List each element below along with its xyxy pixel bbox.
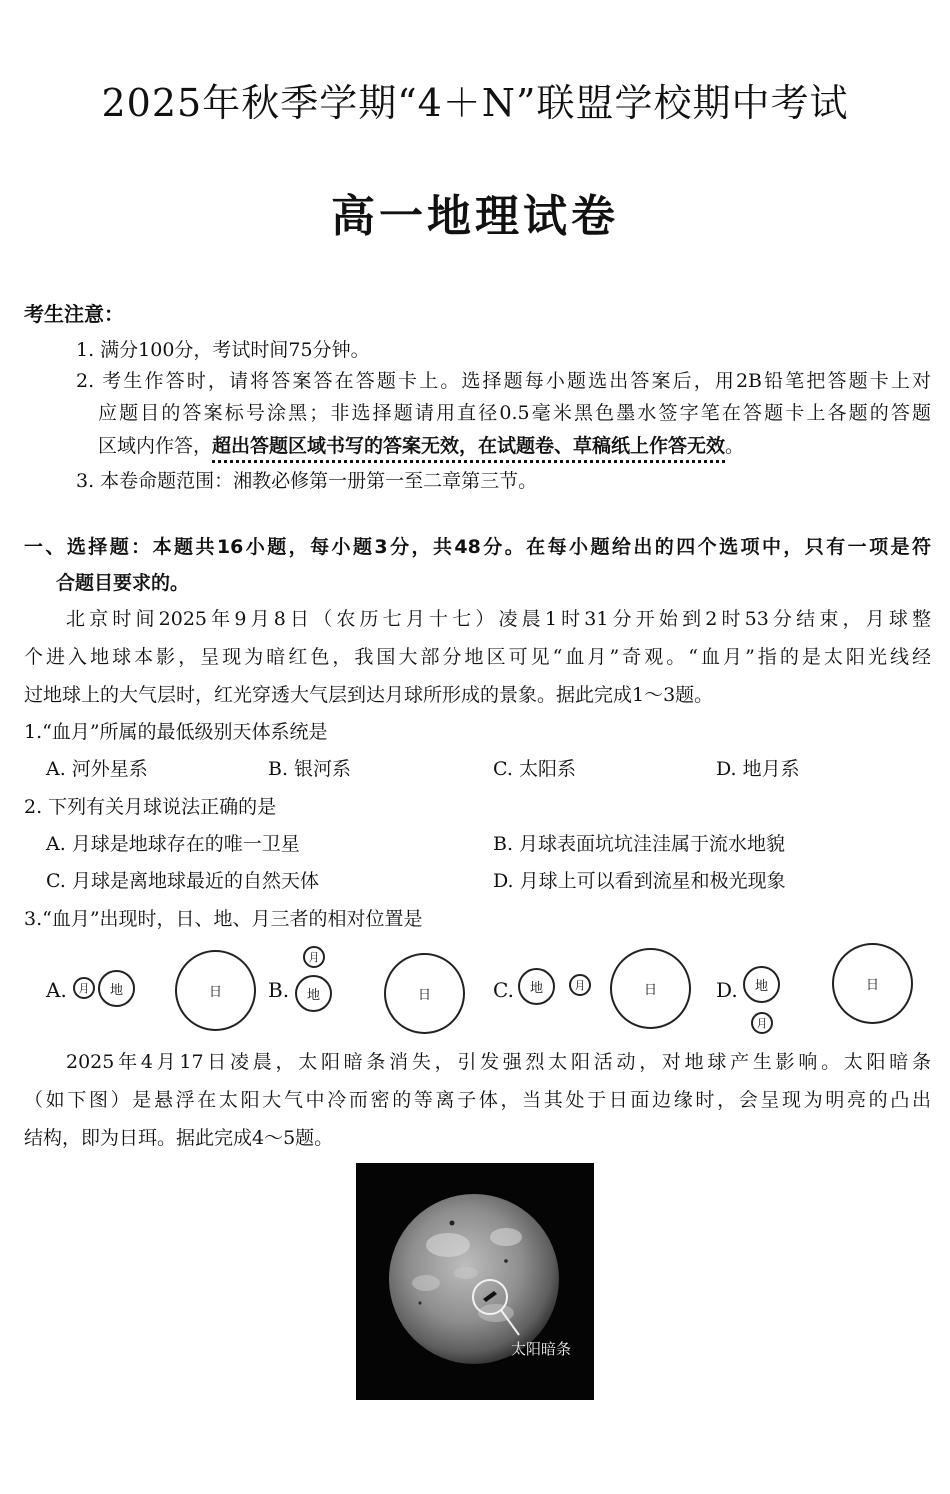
notice-item-2-line3-end: 。 bbox=[725, 435, 745, 457]
q3-d-sun: 日 bbox=[832, 943, 913, 1024]
q2-stem: 2. 下列有关月球说法正确的是 bbox=[24, 796, 277, 818]
q3-b-earth: 地 bbox=[295, 975, 332, 1012]
exam-title: 2025年秋季学期“4＋N”联盟学校期中考试 bbox=[101, 81, 849, 125]
passage1-line2: 个进入地球本影，呈现为暗红色，我国大部分地区可见“血月”奇观。“血月”指的是太阳光线经 bbox=[24, 646, 931, 668]
passage2-line2: （如下图）是悬浮在太阳大气中冷而密的等离子体，当其处于日面边缘时，会呈现为明亮的凸出 bbox=[24, 1089, 931, 1111]
q2-option-b: B. 月球表面坑坑洼洼属于流水地貌 bbox=[493, 833, 786, 855]
passage2-line3: 结构，即为日珥。据此完成4～5题。 bbox=[24, 1127, 334, 1149]
notice-item-3: 3. 本卷命题范围：湘教必修第一册第一至二章第三节。 bbox=[76, 470, 538, 492]
q3-a-sun: 日 bbox=[175, 950, 256, 1031]
q3-option-b-label: B. bbox=[268, 978, 290, 1002]
passage2-line1: 2025年4月17日凌晨，太阳暗条消失，引发强烈太阳活动，对地球产生影响。太阳暗条 bbox=[66, 1051, 931, 1073]
notice-item-2-line2: 应题目的答案标号涂黑；非选择题请用直径0.5毫米黑色墨水签字笔在答题卡上各题的答题 bbox=[98, 402, 931, 424]
sun-image bbox=[356, 1163, 594, 1400]
q3-stem: 3.“血月”出现时，日、地、月三者的相对位置是 bbox=[24, 908, 423, 930]
q3-a-earth: 地 bbox=[98, 970, 135, 1007]
q3-c-sun: 日 bbox=[610, 948, 691, 1029]
q3-option-d-label: D. bbox=[716, 978, 738, 1002]
notice-item-2-line3 bbox=[98, 434, 744, 458]
section1-heading-line1: 一、选择题：本题共16小题，每小题3分，共48分。在每小题给出的四个选项中，只有一项是符 bbox=[24, 536, 931, 558]
notice-item-2-line3-plain: 区域内作答， bbox=[98, 435, 213, 457]
q1-option-b: B. 银河系 bbox=[268, 758, 352, 780]
filament-label: 太阳暗条 bbox=[511, 1340, 572, 1358]
q3-b-sun: 日 bbox=[384, 953, 465, 1034]
q1-option-c: C. 太阳系 bbox=[493, 758, 576, 780]
paper-title: 高一地理试卷 bbox=[331, 191, 619, 242]
q3-option-a-label: A. bbox=[46, 978, 67, 1002]
q3-d-moon: 月 bbox=[751, 1012, 773, 1034]
notice-item-1: 1. 满分100分，考试时间75分钟。 bbox=[76, 339, 370, 361]
notice-heading: 考生注意： bbox=[24, 302, 124, 326]
q3-c-earth: 地 bbox=[518, 968, 555, 1005]
q3-b-moon: 月 bbox=[303, 946, 325, 968]
notice-emphasis: 超出答题区域书写的答案无效，在试题卷、草稿纸上作答无效 bbox=[212, 435, 725, 463]
q2-option-a: A. 月球是地球存在的唯一卫星 bbox=[46, 833, 300, 855]
passage1-line1: 北京时间2025年9月8日（农历七月十七）凌晨1时31分开始到2时53分结束，月球整 bbox=[66, 608, 931, 630]
section1-heading-line2: 合题目要求的。 bbox=[56, 572, 190, 594]
solar-filament-figure bbox=[356, 1163, 594, 1400]
q2-option-c: C. 月球是离地球最近的自然天体 bbox=[46, 870, 319, 892]
q3-c-moon: 月 bbox=[569, 974, 591, 996]
q3-a-moon: 月 bbox=[73, 977, 95, 999]
q3-option-c-label: C. bbox=[493, 978, 514, 1002]
q1-stem: 1.“血月”所属的最低级别天体系统是 bbox=[24, 721, 328, 743]
q2-option-d: D. 月球上可以看到流星和极光现象 bbox=[493, 870, 786, 892]
q1-option-d: D. 地月系 bbox=[716, 758, 800, 780]
passage1-line3: 过地球上的大气层时，红光穿透大气层到达月球所形成的景象。据此完成1～3题。 bbox=[24, 684, 714, 706]
notice-item-2-line1: 2. 考生作答时，请将答案答在答题卡上。选择题每小题选出答案后，用2B铅笔把答题卡上对 bbox=[76, 370, 931, 392]
q3-d-earth: 地 bbox=[743, 966, 780, 1003]
q1-option-a: A. 河外星系 bbox=[46, 758, 148, 780]
